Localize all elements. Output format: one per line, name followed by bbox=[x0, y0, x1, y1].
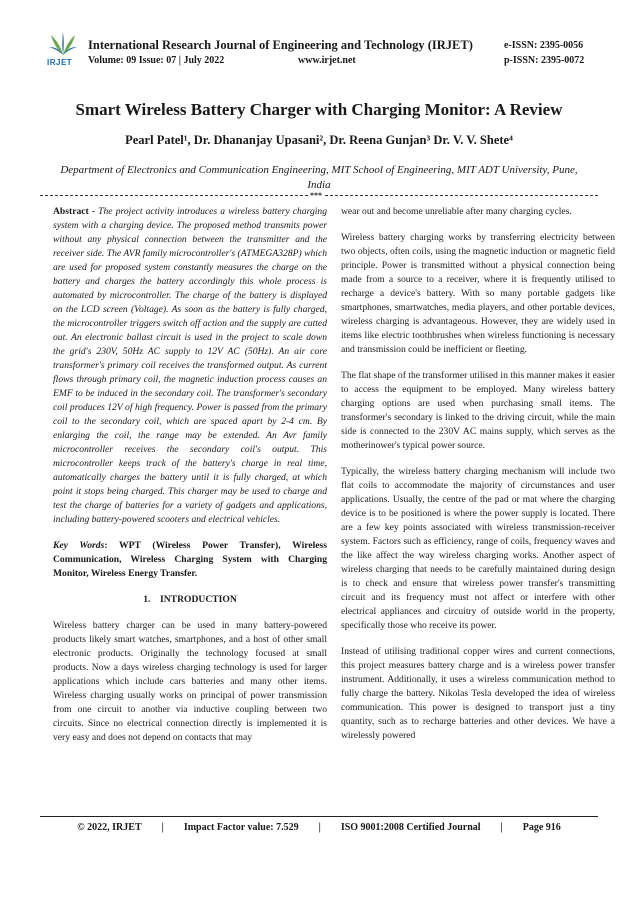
journal-website-link[interactable]: www.irjet.net bbox=[298, 55, 356, 66]
footer-separator: | bbox=[161, 822, 164, 833]
right-column bbox=[341, 205, 615, 755]
body-paragraph: Wireless battery charging works by transferring electricity between two objects, often coils, using the magnetic induction or magnetic field principle. Power is transmitted without a physical connection being made from a source to a receiver, where it is frequently utilised to recharge a device's battery. With so many portable gadgets like smartphones, smartwatches, media players, and other portable devices, wireless charging is advantageous. However, they are widely used in items like electric toothbrushes when wireless functioning is necessary and transmission could be inefficient or fleeting. bbox=[341, 232, 615, 355]
footer-copyright: © 2022, IRJET bbox=[77, 822, 142, 833]
abstract-label: Abstract - bbox=[53, 206, 96, 217]
body-paragraph: Typically, the wireless battery charging mechanism will include two flat coils to accommodate the majority of circumstances and user applications. Usually, the centre of the pad or mat where the charging device is to be positioned is where the power supply is located. There are a few key points associated with wireless transmission-receiver system. Factors such as efficiency, range of coils, frequency waves and the like affect the way wireless charging works. Another aspect of wireless charging that needs to be carefully maintained during design is to check and ensure that wireless power transfer's transmitting circuit and its frequency must not affect or interfere with other electrical appliances and circuitry of outside world in the property, specifically those who receive its power. bbox=[341, 466, 615, 631]
e-issn: e-ISSN: 2395-0056 bbox=[504, 40, 584, 51]
left-body-text bbox=[53, 619, 327, 745]
p-issn: p-ISSN: 2395-0072 bbox=[504, 55, 585, 66]
paper-title: Smart Wireless Battery Charger with Charging Monitor: A Review bbox=[75, 100, 563, 119]
author-affiliation: Department of Electronics and Communication Engineering, MIT School of Engineering, MIT ADT University, Pune, India bbox=[60, 164, 578, 191]
right-body-text bbox=[341, 205, 615, 743]
divider-stars: *** bbox=[310, 191, 322, 200]
footer-iso: ISO 9001:2008 Certified Journal bbox=[340, 822, 481, 833]
page-footer bbox=[40, 822, 598, 833]
footer-separator: | bbox=[318, 822, 321, 833]
logo-text: IRJET bbox=[47, 58, 73, 67]
footer-separator: | bbox=[500, 822, 503, 833]
body-paragraph: The flat shape of the transformer utilised in this manner makes it easier to access the equipment to be employed. Many wireless battery charging options are used when purchasing small items. The transformer's secondary is linked to the driving circuit, while the main side is connected to the 230V AC mains supply, which serves as the motherinower's typical power source. bbox=[341, 370, 615, 451]
abstract bbox=[53, 205, 327, 527]
body-paragraph: Instead of utilising traditional copper wires and current connections, this project measures battery charge and is a wireless power transfer instrument. Additionally, it uses a wireless communication method to fully charge the battery. Nikolas Tesla developed the idea of wireless communication. This power is designed to transport just a tiny quantity, such as to recharge batteries and other devices. We have a wirelessly powered bbox=[341, 646, 615, 741]
journal-title: International Research Journal of Engineering and Technology (IRJET) bbox=[88, 38, 473, 52]
keywords bbox=[53, 539, 327, 581]
footer-impact-factor: Impact Factor value: 7.529 bbox=[183, 822, 299, 833]
section-heading-introduction: 1. INTRODUCTION bbox=[143, 594, 237, 605]
abstract-text: The project activity introduces a wireless battery charging system with a charging device. The proposed method transmits power without any physical connection between the transmitter and the receiver side. The AVR family microcontroller's (ATMEGA328P) which are used for proposed system constantly measures the charge on the battery and charges the battery accordingly this whole process is automated by microcontroller. The charge of the battery is displayed on the LCD screen (Voltage). As soon as the battery is fully charged, the microcontroller triggers switch off action and the supply are cutted out. An electronic ballast circuit is used in the project to scale down the grid's 230V, 50Hz AC supply to 12V AC (50Hz). An air core transformer's primary coil receives the transformed output. As current flows through primary coil, the magnetic induction process causes an EMF to be induced in the secondary coil. The transformer's secondary coil produces 12V of high frequency. Power is passed from the primary coil to the secondary coil, which are spaced apart by 2-4 cm. By enlarging the coil, the range may be extended. An Avr family microcontroller receives the secondary coil's output. This microcontroller keeps track of the battery's charge in real time, automatically charges the battery until it is fully charged, at which point it stops being charged. This charger may be used to charge and test the charge of batteries for a variety of gadgets and applications, including battery-powered scooters and electrical vehicles. bbox=[53, 206, 327, 525]
left-column bbox=[53, 205, 327, 757]
journal-header bbox=[0, 0, 638, 75]
footer-rule bbox=[40, 816, 598, 817]
keywords-text: : WPT (Wireless Power Transfer), Wireless Communication, Wireless Charging System with Charging Monitor, Wireless Energy Transfer. bbox=[53, 540, 327, 579]
footer-page-number: Page 916 bbox=[522, 822, 561, 833]
body-paragraph: wear out and become unreliable after many charging cycles. bbox=[341, 206, 572, 217]
paper-authors: Pearl Patel¹, Dr. Dhananjay Upasani², Dr. Reena Gunjan³ Dr. V. V. Shete⁴ bbox=[125, 133, 513, 147]
volume-issue: Volume: 09 Issue: 07 | July 2022 bbox=[88, 55, 225, 66]
irjet-logo-icon bbox=[47, 31, 79, 57]
body-paragraph: Wireless battery charger can be used in many battery-powered products likely smart watches, smartphones, and a host of other small electronic products. Originally the technology focused at small products. Now a days wireless charging technology is used for larger applications which include cars batteries and many other items. Wireless charging usually works on principal of power transmission from one circuit to another via inductive coupling between two circuits. Since no electrical connection directly is implemented it is very easy and does not depend on contacts that may bbox=[53, 620, 327, 743]
keywords-label: Key Words bbox=[53, 540, 105, 551]
